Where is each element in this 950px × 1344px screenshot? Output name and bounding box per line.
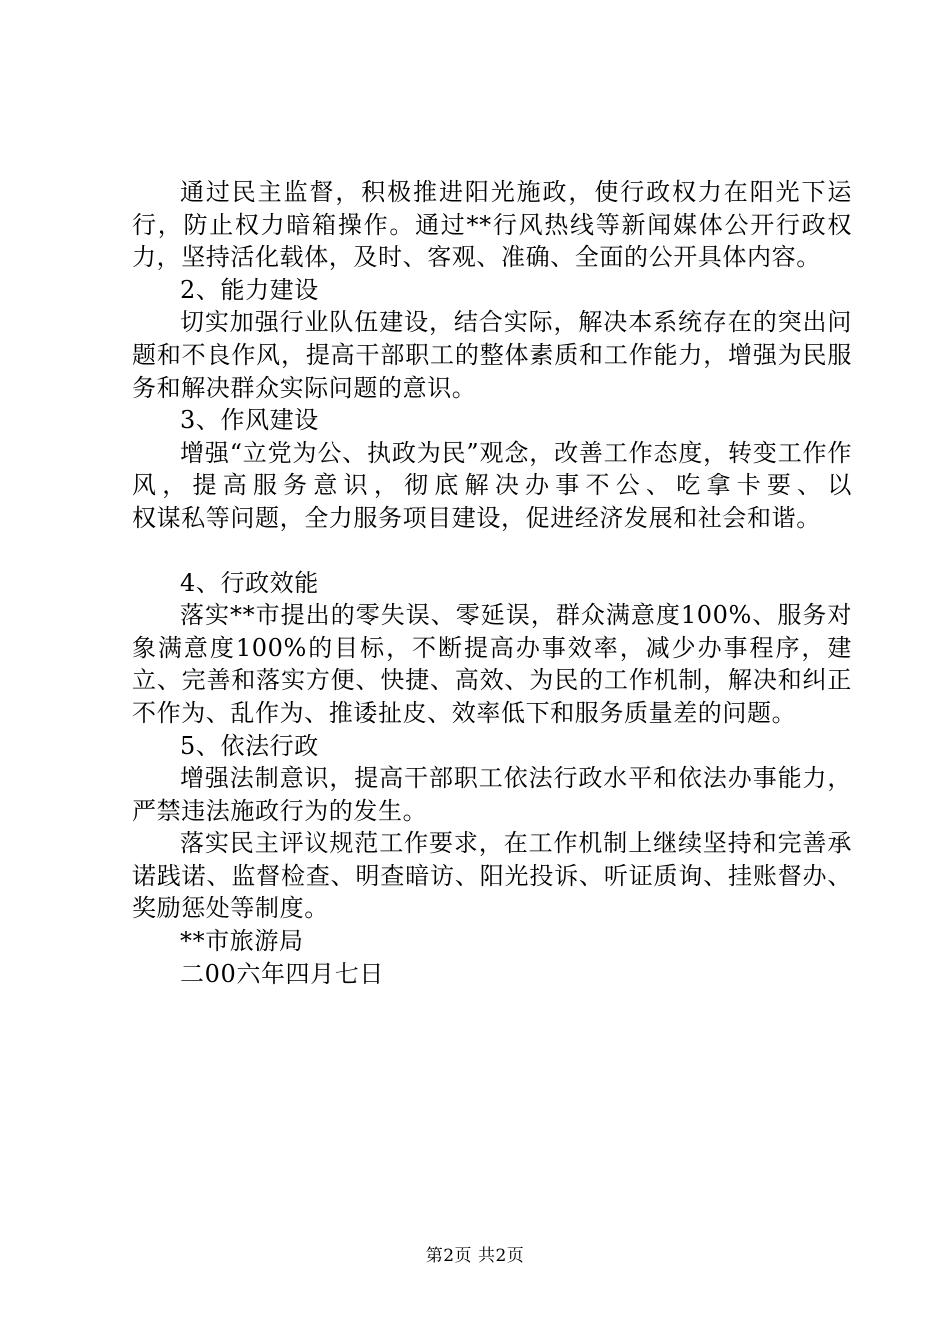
paragraph-democratic-evaluation: 落实民主评议规范工作要求，在工作机制上继续坚持和完善承诺践诺、监督检查、明查暗访、阳光投诉、听证质询、挂账督办、奖励惩处等制度。 (132, 829, 852, 923)
signature-date: 二00六年四月七日 (180, 959, 384, 988)
document-body (132, 176, 852, 990)
paragraph-style-building-part-1: 增强“立党为公、执政为民”观念，改善工作态度，转变工作作风，提高服务意识，彻底解决办事不公、吃拿卡要、以 (132, 438, 852, 500)
signature-organization: **市旅游局 (180, 927, 304, 956)
heading-style-building: 3、作风建设 (180, 406, 319, 435)
paragraph-gap (132, 535, 852, 567)
heading-capacity-building: 2、能力建设 (180, 275, 319, 304)
page-footer: 第2页 共2页 (425, 1246, 525, 1266)
paragraph-style-building-part-2: 权谋私等问题，全力服务项目建设，促进经济发展和社会和谐。 (132, 503, 821, 532)
paragraph-capacity-building: 切实加强行业队伍建设，结合实际，解决本系统存在的突出问题和不良作风，提高干部职工的整体素质和工作能力，增强为民服务和解决群众实际问题的意识。 (132, 308, 852, 402)
heading-law-based-administration: 5、依法行政 (180, 731, 319, 760)
paragraph-law-based-administration: 增强法制意识，提高干部职工依法行政水平和依法办事能力，严禁违法施政行为的发生。 (132, 764, 852, 825)
paragraph-administrative-efficiency: 落实**市提出的零失误、零延误，群众满意度100%、服务对象满意度100%的目标，不断提高办事效率，减少办事程序，建立、完善和落实方便、快捷、高效、为民的工作机制，解决和纠正不作为、乱作为、推诿扯皮、效率低下和服务质量差的问题。 (132, 601, 852, 727)
heading-administrative-efficiency: 4、行政效能 (180, 568, 319, 597)
paragraph-style-building (132, 437, 852, 535)
paragraph-publicity: 通过民主监督，积极推进阳光施政，使行政权力在阳光下运行，防止权力暗箱操作。通过**行风热线等新闻媒体公开行政权力，坚持活化载体，及时、客观、准确、全面的公开具体内容。 (132, 178, 852, 272)
